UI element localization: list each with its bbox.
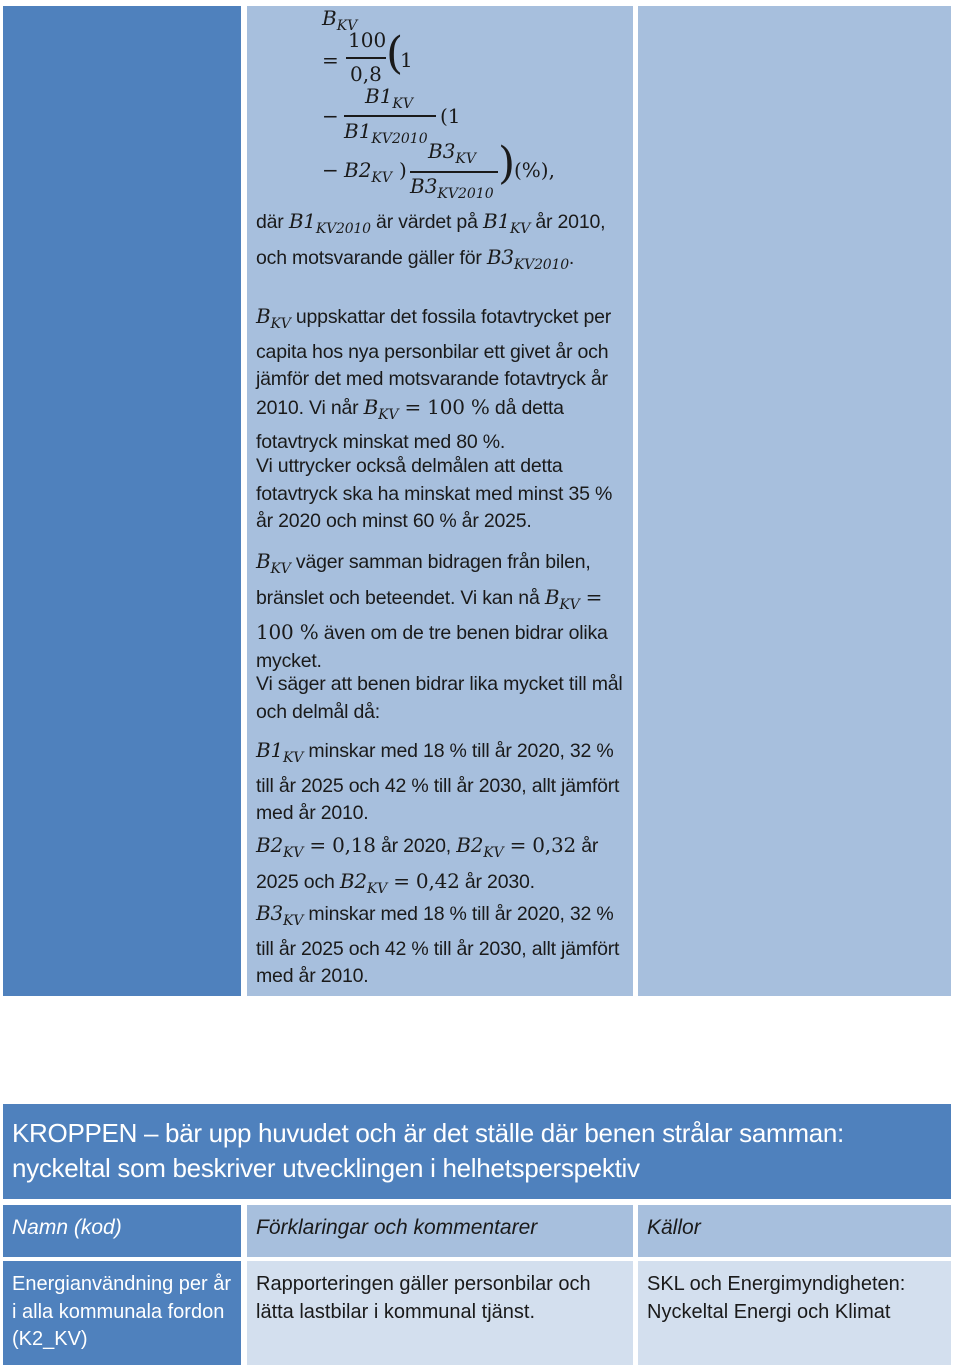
table-cell-sources: SKL och Energimyndigheten: Nyckeltal Energi och Klimat (638, 1261, 951, 1365)
paragraph-bkv-weights: $B_{KV}$ väger samman bidragen från bilen, bränslet och beteendet. Vi kan nå $B_{KV} = 100$ % även om de tre benen bidrar olika mycket. (256, 549, 608, 672)
section-title-bar (3, 1104, 951, 1199)
sources-column-cell (638, 6, 951, 996)
table-cell-name: Energianvändning per år i alla kommunala fordon (K2_KV) (3, 1261, 241, 1365)
paragraph-equal-contribution: Vi säger att benen bidrar lika mycket till mål och delmål då: (256, 673, 623, 723)
table-header-sources: Källor (638, 1205, 951, 1257)
paragraph-b1-targets: $B1_{KV}$ minskar med 18 % till år 2020, 32 % till år 2025 och 42 % till år 2030, allt jämfört med år 2010. (256, 738, 620, 824)
bkv-formula: $B_{KV}$ = 100 0,8 ( 1 − $B1_{KV}$ $B1_{KV2010}$ (1 − $B2_{KV}$ ) $B3_{KV}$ $B3_{KV2010}$ ) (%), (322, 6, 555, 202)
table-header-explanations: Förklaringar och kommentarer (247, 1205, 633, 1257)
table-header-name: Namn (kod) (3, 1205, 241, 1257)
paragraph-b3-targets: $B3_{KV}$ minskar med 18 % till år 2020, 32 % till år 2025 och 42 % till år 2030, allt jämfört med år 2010. (256, 901, 620, 987)
table-cell-explanation: Rapporteringen gäller personbilar och lätta lastbilar i kommunal tjänst. (247, 1261, 633, 1365)
section-title: KROPPEN – bär upp huvudet och är det ställe där benen strålar samman: nyckeltal som beskriver utvecklingen i helhetsperspektiv (12, 1118, 844, 1183)
name-column-cell (3, 6, 241, 996)
paragraph-b2-targets: $B2_{KV} = 0,18$ år 2020, $B2_{KV} = 0,32$ år 2025 och $B2_{KV} = 0,42$ år 2030. (256, 833, 599, 897)
paragraph-submilestones: Vi uttrycker också delmålen att detta fotavtryck ska ha minskat med minst 35 % år 2020 och minst 60 % år 2025. (256, 455, 613, 532)
paragraph-b1-definition: där $B1_{KV2010}$ är värdet på $B1_{KV}$ år 2010, och motsvarande gäller för $B3_{KV2010}$. (256, 209, 606, 273)
paragraph-bkv-estimate: $B_{KV}$ uppskattar det fossila fotavtrycket per capita hos nya personbilar ett givet år och jämför det med motsvarande fotavtryck år 2010. Vi når $B_{KV} = 100$ % då detta fotavtryck minskat med 80 %. (256, 304, 612, 453)
